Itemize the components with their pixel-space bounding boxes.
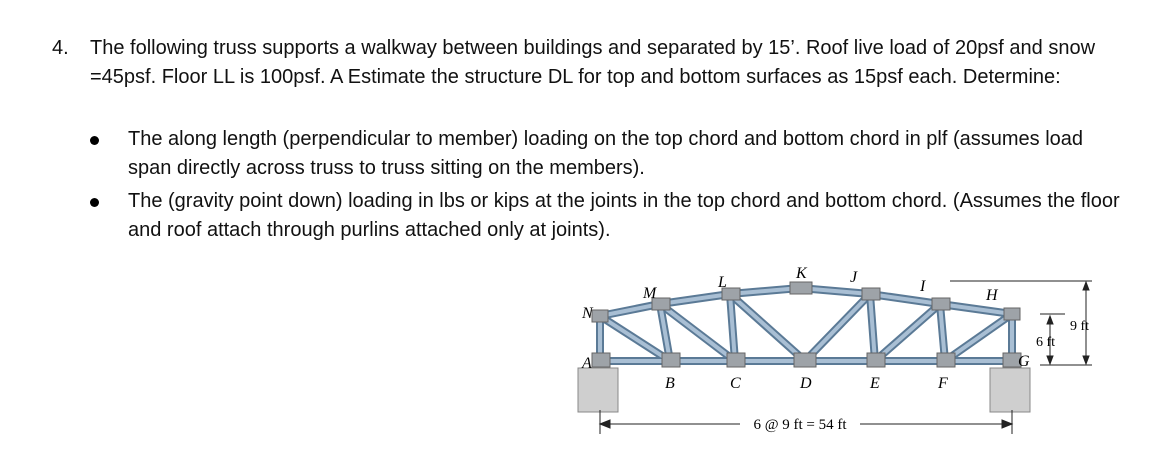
joint-label-h: H bbox=[986, 287, 998, 304]
problem-text: The following truss supports a walkway between buildings and separated by 15’. Roof live load of 20psf and snow =45psf. Floor LL is 100psf. A Estimate the structure DL for top and bottom surfaces as 15psf each. Determine: bbox=[90, 37, 1096, 88]
joint-label-l: L bbox=[718, 274, 727, 291]
truss-figure bbox=[520, 258, 1120, 468]
joint-label-b: B bbox=[665, 375, 675, 392]
list-item bbox=[52, 125, 1132, 187]
joint-label-n: N bbox=[582, 305, 593, 322]
span-dimension-label: 6 @ 9 ft = 54 ft bbox=[753, 417, 847, 433]
height-dimension-6ft: 6 ft bbox=[1036, 335, 1056, 350]
joint-label-j: J bbox=[850, 269, 858, 286]
joint-label-f: F bbox=[938, 375, 948, 392]
right-support bbox=[990, 368, 1030, 412]
left-support bbox=[578, 368, 618, 412]
bullet-list bbox=[52, 125, 1132, 249]
joint-label-m: M bbox=[643, 285, 657, 302]
joint-label-g: G bbox=[1018, 353, 1030, 370]
truss-diagram bbox=[520, 258, 1120, 468]
joint-label-a: A bbox=[582, 355, 592, 372]
bullet-text: The (gravity point down) loading in lbs or kips at the joints in the top chord and bottom chord. (Assumes the floor and roof attach through purlins attached only at joints). bbox=[128, 190, 1120, 241]
problem-number: 4. bbox=[52, 37, 69, 59]
joint-label-d: D bbox=[800, 375, 812, 392]
bullet-text: The along length (perpendicular to member) loading on the top chord and bottom chord in plf (assumes load span directly across truss to truss sitting on the members). bbox=[128, 128, 1084, 179]
bullet-icon bbox=[90, 136, 99, 145]
joint-label-i: I bbox=[920, 278, 926, 295]
joint-label-k: K bbox=[796, 265, 807, 282]
bullet-icon bbox=[90, 198, 99, 207]
joint-label-c: C bbox=[730, 375, 741, 392]
height-dimension-9ft: 9 ft bbox=[1070, 319, 1090, 334]
joint-label-e: E bbox=[870, 375, 880, 392]
list-item bbox=[52, 187, 1132, 249]
